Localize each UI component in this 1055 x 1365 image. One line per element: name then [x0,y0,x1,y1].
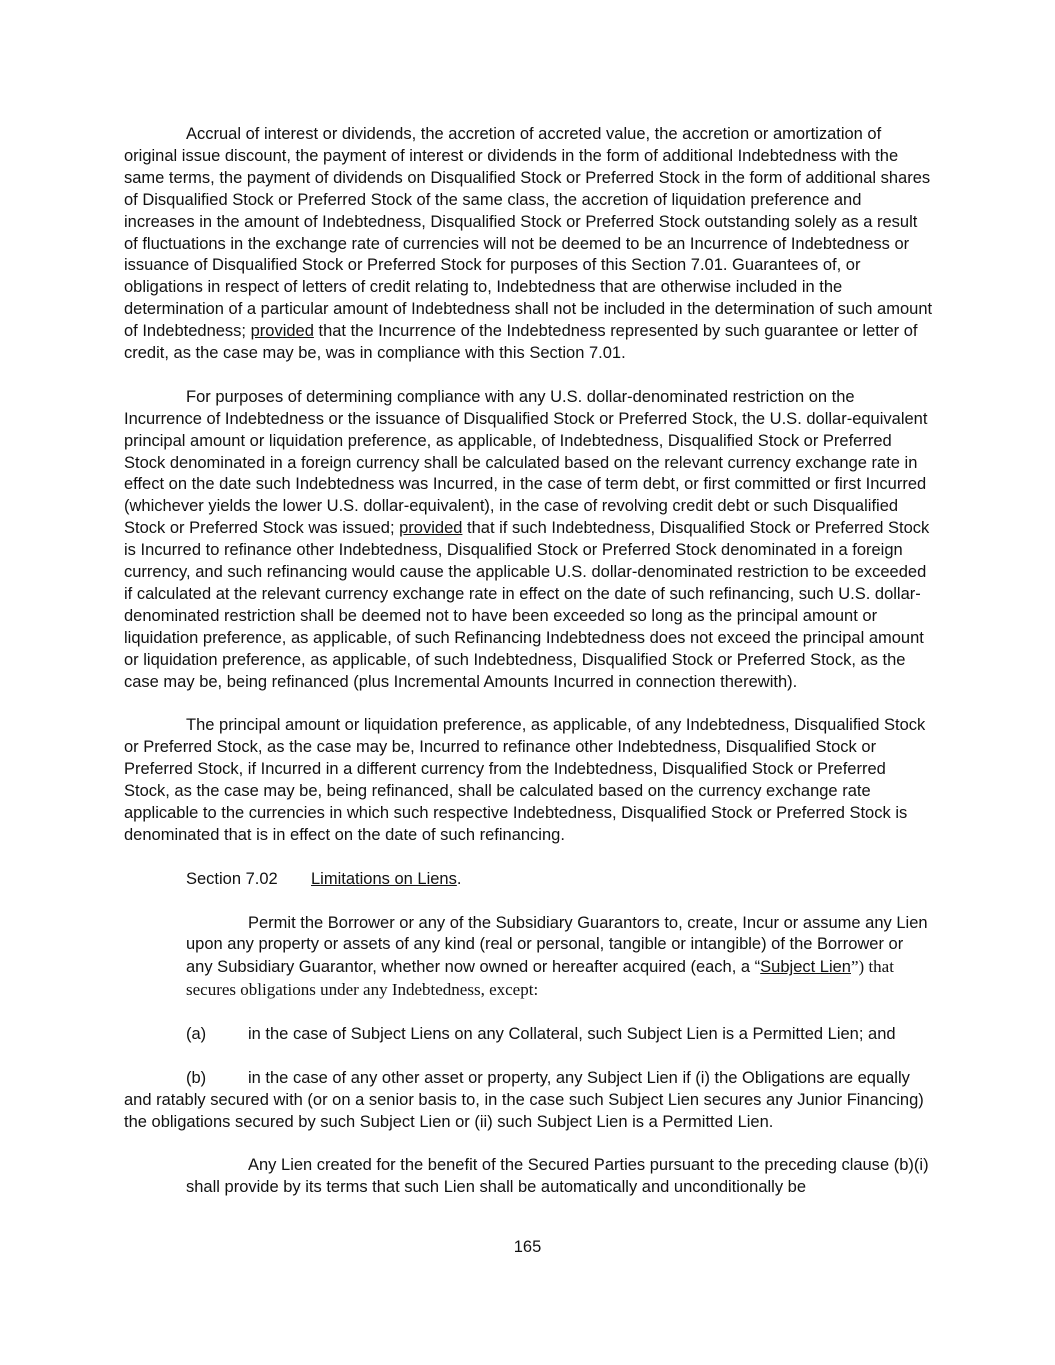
section-title: Limitations on Liens [311,869,457,888]
clause-b: (b) in the case of any other asset or property, any Subject Lien if (i) the Obligations are equally and ratably secured with (or on a senior basis to, in the case such Subject Lien secures any Junior Financing) the obligations secured by such Subject Lien or (ii) such Subject Lien is a Permitted Lien. [124,1068,924,1131]
provided-term: provided [250,322,314,341]
paragraph-permit: Permit the Borrower or any of the Subsidiary Guarantors to, create, Incur or assume any Lien upon any property or assets of any kind (real or personal, tangible or intangible) of the Borrower or any Subsidiary Guarantor, whether now owned or hereafter acquired (each, a “Subject Lien”) that secures obligations under any Indebtedness, except: [186,913,928,1000]
paragraph-any-lien: Any Lien created for the benefit of the Secured Parties pursuant to the preceding clause (b)(i) shall provide by its terms that such Lien shall be automatically and unconditionally be [186,1156,929,1197]
page-number: 165 [513,1238,542,1256]
defined-term-subject-lien: Subject Lien [760,958,851,977]
provided-term: provided [399,519,463,538]
paragraph-principal-amount: The principal amount or liquidation preference, as applicable, of any Indebtedness, Disqualified Stock or Preferred Stock, as the case may be, Incurred to refinance other Indebtedness, Disqualified Stock or Preferred Stock, if Incurred in a different currency from the Indebtedness, Disqualified Stock or Preferred Stock, as the case may be, being refinanced, shall be calculated based on the currency exchange rate applicable to the currencies in which such respective Indebtedness, Disqualified Stock or Preferred Stock is denominated that is in effect on the date of such refinancing. [124,716,926,844]
clause-label: (b) [186,1068,207,1087]
paragraph-dollar-compliance: For purposes of determining compliance with any U.S. dollar-denominated restriction on the Incurrence of Indebtedness or the issuance of Disqualified Stock or Preferred Stock, the U.S. dollar-equivalent principal amount or liquidation preference, as applicable, of Indebtedness, Disqualified Stock or Preferred Stock denominated in a foreign currency shall be calculated based on the relevant currency exchange rate in effect on the date such Indebtedness was Incurred, in the case of term debt, or first committed or first Incurred (whichever yields the lower U.S. dollar-equivalent), in the case of revolving credit debt or such Disqualified Stock or Preferred Stock was issued; provided that if such Indebtedness, Disqualified Stock or Preferred Stock is Incurred to refinance other Indebtedness, Disqualified Stock or Preferred Stock denominated in a foreign currency, and such refinancing would cause the applicable U.S. dollar-denominated restriction to be exceeded if calculated at the relevant currency exchange rate in effect on the date of such refinancing, such U.S. dollar-denominated restriction shall be deemed not to have been exceeded so long as the principal amount or liquidation preference, as applicable, of such Refinancing Indebtedness does not exceed the principal amount or liquidation preference, as applicable, of such Indebtedness, Disqualified Stock or Preferred Stock, as the case may be, being refinanced (plus Incremental Amounts Incurred in connection therewith). [124,387,930,691]
paragraph-accrual: Accrual of interest or dividends, the accretion of accreted value, the accretion or amortization of original issue discount, the payment of interest or dividends in the form of additional Indebtedness with the same terms, the payment of dividends on Disqualified Stock or Preferred Stock in the form of additional shares of Disqualified Stock or Preferred Stock of the same class, the accretion of liquidation preference and increases in the amount of Indebtedness, Disqualified Stock or Preferred Stock outstanding solely as a result of fluctuations in the exchange rate of currencies will not be deemed to be an Incurrence of Indebtedness or issuance of Disqualified Stock or Preferred Stock for purposes of this Section 7.01. Guarantees of, or obligations in respect of letters of credit relating to, Indebtedness that are otherwise included in the determination of a particular amount of Indebtedness shall not be included in the determination of such amount of Indebtedness; provided that the Incurrence of the Indebtedness represented by such guarantee or letter of credit, as the case may be, was in compliance with this Section 7.01. [124,125,933,363]
document-page [124,124,934,1199]
clause-a: (a) in the case of Subject Liens on any Collateral, such Subject Lien is a Permitted Lien; and [124,1024,934,1046]
clause-label: (a) [186,1025,207,1044]
section-number: Section 7.02 [186,869,278,888]
section-heading: Section 7.02 Limitations on Liens. [124,869,934,891]
